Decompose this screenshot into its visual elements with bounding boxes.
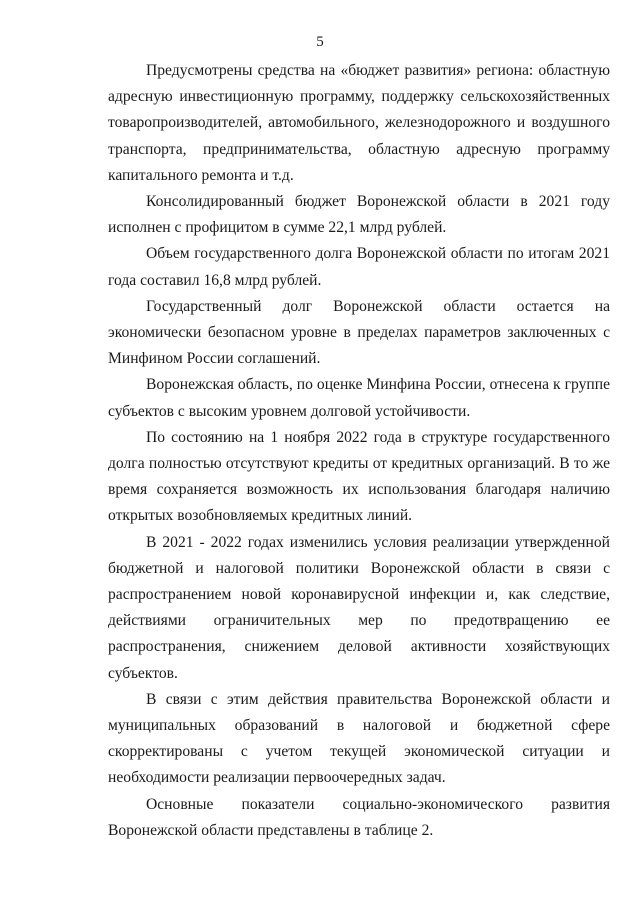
- paragraph-policy-changes: В 2021 - 2022 годах изменились условия реализации утвержденной бюджетной и налоговой политики Воронежской области в связи с распространением новой коронавирусной инфекции и, как следствие, действиями ограничительных мер по предотвращению ее распространения, снижением деловой активности хозяйствующих субъектов.: [108, 533, 610, 682]
- paragraph-government-actions: В связи с этим действия правительства Воронежской области и муниципальных образований в налоговой и бюджетной сфере скорректированы с учетом текущей экономической ситуации и необходимости реализации первоочередных задач.: [108, 690, 610, 787]
- paragraph-consolidated-budget: Консолидированный бюджет Воронежской области в 2021 году исполнен с профицитом в сумме 22,1 млрд рублей.: [108, 193, 610, 237]
- paragraph-debt-volume: Объем государственного долга Воронежской области по итогам 2021 года составил 16,8 млрд рублей.: [108, 245, 610, 289]
- document-body: [108, 58, 610, 844]
- paragraph-debt-safety: Государственный долг Воронежской области остается на экономически безопасном уровне в пределах параметров заключенных с Минфином России соглашений.: [108, 297, 610, 368]
- paragraph-debt-structure: По состоянию на 1 ноября 2022 года в структуре государственного долга полностью отсутствуют кредиты от кредитных организаций. В то же время сохраняется возможность их использования благодаря наличию открытых возобновляемых кредитных линий.: [108, 428, 610, 525]
- page-number: 5: [316, 34, 324, 50]
- paragraph-budget-development: Предусмотрены средства на «бюджет развития» региона: областную адресную инвестиционную программу, поддержку сельскохозяйственных товаропроизводителей, автомобильного, железнодорожного и воздушного транспорта, предпринимательства, областную адресную программу капитального ремонта и т.д.: [108, 62, 610, 184]
- paragraph-debt-sustainability: Воронежская область, по оценке Минфина России, отнесена к группе субъектов с высоким уровнем долговой устойчивости.: [108, 376, 610, 420]
- paragraph-table-reference: Основные показатели социально-экономического развития Воронежской области представлены в таблице 2.: [108, 795, 610, 839]
